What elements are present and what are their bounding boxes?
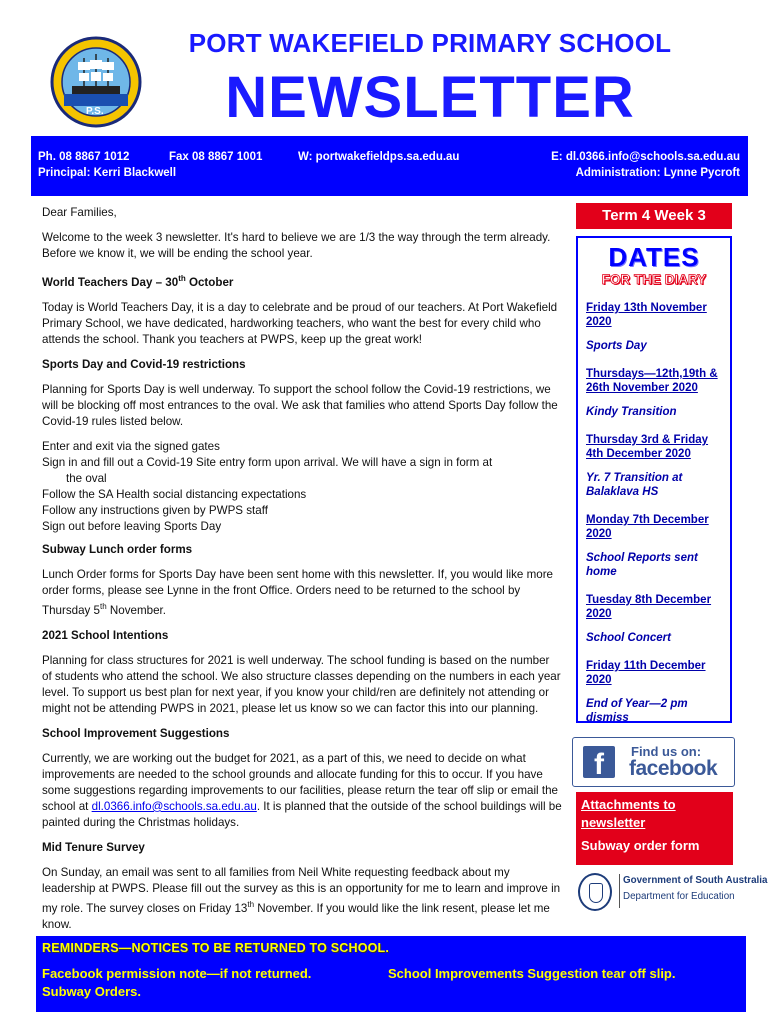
- world-teachers-paragraph: Today is World Teachers Day, it is a day to celebrate and be proud of our teachers. At Port Wakefield Primary School, we have dedicated, hardworking teachers, who want the best for every child who attends the school. Thank you teachers at PWPS, keep up the great work!: [42, 300, 558, 346]
- event-date: Thursday 3rd & Friday 4th December 2020: [586, 434, 709, 460]
- event-description: Kindy Transition: [586, 406, 677, 418]
- event-description: School Concert: [586, 632, 671, 644]
- fax-number: Fax 08 8867 1001: [169, 151, 263, 163]
- intentions-heading: 2021 School Intentions: [42, 628, 169, 642]
- reminder-item: Subway Orders.: [42, 984, 141, 999]
- event-date: Friday 11th December 2020: [586, 660, 706, 686]
- event-date: Thursdays—12th,19th & 26th November 2020: [586, 368, 718, 394]
- dates-for-diary: [576, 236, 732, 723]
- divider: [619, 874, 620, 908]
- intentions-paragraph: Planning for class structures for 2021 is well underway. The school funding is based on the number of students who attend the school. We also structure classes depending on the numbers in each year level. To support us best plan for next year, if you know your child/ren are definitely not attending or might not be attending PWPS in 2021, please let us know so we can factor this into our planning.: [42, 653, 561, 715]
- rule-item: Sign out before leaving Sports Day: [42, 519, 222, 533]
- reminder-item: Facebook permission note—if not returned.: [42, 966, 312, 981]
- rule-item: Follow any instructions given by PWPS staff: [42, 503, 268, 517]
- contact-email[interactable]: E: dl.0366.info@schools.sa.edu.au: [551, 151, 740, 163]
- world-teachers-heading: World Teachers Day – 30th October: [42, 274, 234, 289]
- department-name: Department for Education: [623, 891, 735, 902]
- improvement-paragraph: Currently, we are working out the budget for 2021, as a part of this, we need to decide on what improvements are needed to the school grounds and allocate funding for this to occur. If you have some suggestions regarding improvements to our facilities, please return the tear off slip or email the school at dl.0366.info@schools.sa.edu.au. It is planned that the outside of the school buildings will be painted during the Christmas holidays.: [42, 751, 562, 829]
- rule-item: Enter and exit via the signed gates: [42, 439, 220, 453]
- rule-item: Sign in and fill out a Covid-19 Site entry form upon arrival. We will have a sign in form at: [42, 455, 493, 469]
- dates-title: DATES: [608, 242, 700, 272]
- reminders-title: REMINDERS—NOTICES TO BE RETURNED TO SCHOOL.: [42, 941, 390, 955]
- improvement-heading: School Improvement Suggestions: [42, 726, 230, 740]
- school-email-link[interactable]: dl.0366.info@schools.sa.edu.au: [91, 799, 257, 813]
- reminder-item: School Improvements Suggestion tear off slip.: [388, 966, 676, 981]
- facebook-badge[interactable]: [572, 737, 735, 787]
- contact-bar: [31, 136, 748, 196]
- event-description: School Reports sent home: [586, 552, 698, 578]
- facebook-wordmark: facebook: [629, 757, 718, 780]
- administration-name: Administration: Lynne Pycroft: [575, 167, 740, 179]
- event-date: Monday 7th December 2020: [586, 514, 709, 540]
- sports-day-heading: Sports Day and Covid-19 restrictions: [42, 357, 246, 371]
- attachments-title: Attachments to newsletter: [581, 797, 676, 830]
- government-name: Government of South Australia: [623, 875, 768, 886]
- intro-paragraph: Welcome to the week 3 newsletter. It's hard to believe we are 1/3 the way through the term already. Before we know it, we will be ending the school year.: [42, 231, 551, 260]
- government-logo: [578, 871, 768, 913]
- rule-item: Follow the SA Health social distancing expectations: [42, 487, 307, 501]
- subway-heading: Subway Lunch order forms: [42, 542, 193, 556]
- facebook-icon: f: [583, 746, 615, 778]
- survey-paragraph: On Sunday, an email was sent to all families from Neil White requesting feedback about my leadership at PWPS. Please fill out the survey as this is an opportunity for me to learn and improve in my role. The survey closes on Friday 13th November. If you would like the link resent, please let me know.: [42, 865, 561, 931]
- main-content: [42, 205, 562, 942]
- covid-rules-list: [42, 439, 562, 535]
- subway-paragraph: Lunch Order forms for Sports Day have been sent home with this newsletter. If, you would like more order forms, please see Lynne in the front Office. Orders need to be returned to the school by Thursday 5th November.: [42, 567, 554, 617]
- government-crest-icon: [578, 873, 612, 911]
- event-date: Tuesday 8th December 2020: [586, 594, 712, 620]
- newsletter-title: NEWSLETTER: [225, 65, 635, 130]
- event-description: Yr. 7 Transition at Balaklava HS: [586, 472, 683, 498]
- event-date: Friday 13th November 2020: [586, 302, 707, 328]
- logo-text: P.S.: [86, 106, 104, 117]
- attachment-item[interactable]: Subway order form: [581, 838, 700, 853]
- facebook-find-us: Find us on:: [631, 744, 702, 759]
- event-description: End of Year—2 pm dismiss: [586, 698, 688, 724]
- phone-number: Ph. 08 8867 1012: [38, 151, 130, 163]
- school-name: PORT WAKEFIELD PRIMARY SCHOOL: [188, 28, 672, 58]
- greeting: Dear Families,: [42, 206, 117, 219]
- dates-subtitle: FOR THE DIARY: [601, 272, 707, 287]
- attachments-box: [576, 792, 733, 865]
- website[interactable]: W: portwakefieldps.sa.edu.au: [298, 151, 460, 163]
- school-logo: [50, 36, 142, 128]
- sports-day-paragraph: Planning for Sports Day is well underway. To support the school follow the Covid-19 restrictions, we will be blocking off most entrances to the oval. We ask that families who attend Sports Day follow the Covid-19 rules listed below.: [42, 382, 558, 428]
- event-description: Sports Day: [586, 340, 647, 352]
- principal-name: Principal: Kerri Blackwell: [38, 167, 177, 179]
- rule-item: the oval: [66, 471, 107, 485]
- survey-heading: Mid Tenure Survey: [42, 840, 145, 854]
- reminders-bar: [36, 936, 746, 1012]
- term-badge: Term 4 Week 3: [576, 203, 732, 229]
